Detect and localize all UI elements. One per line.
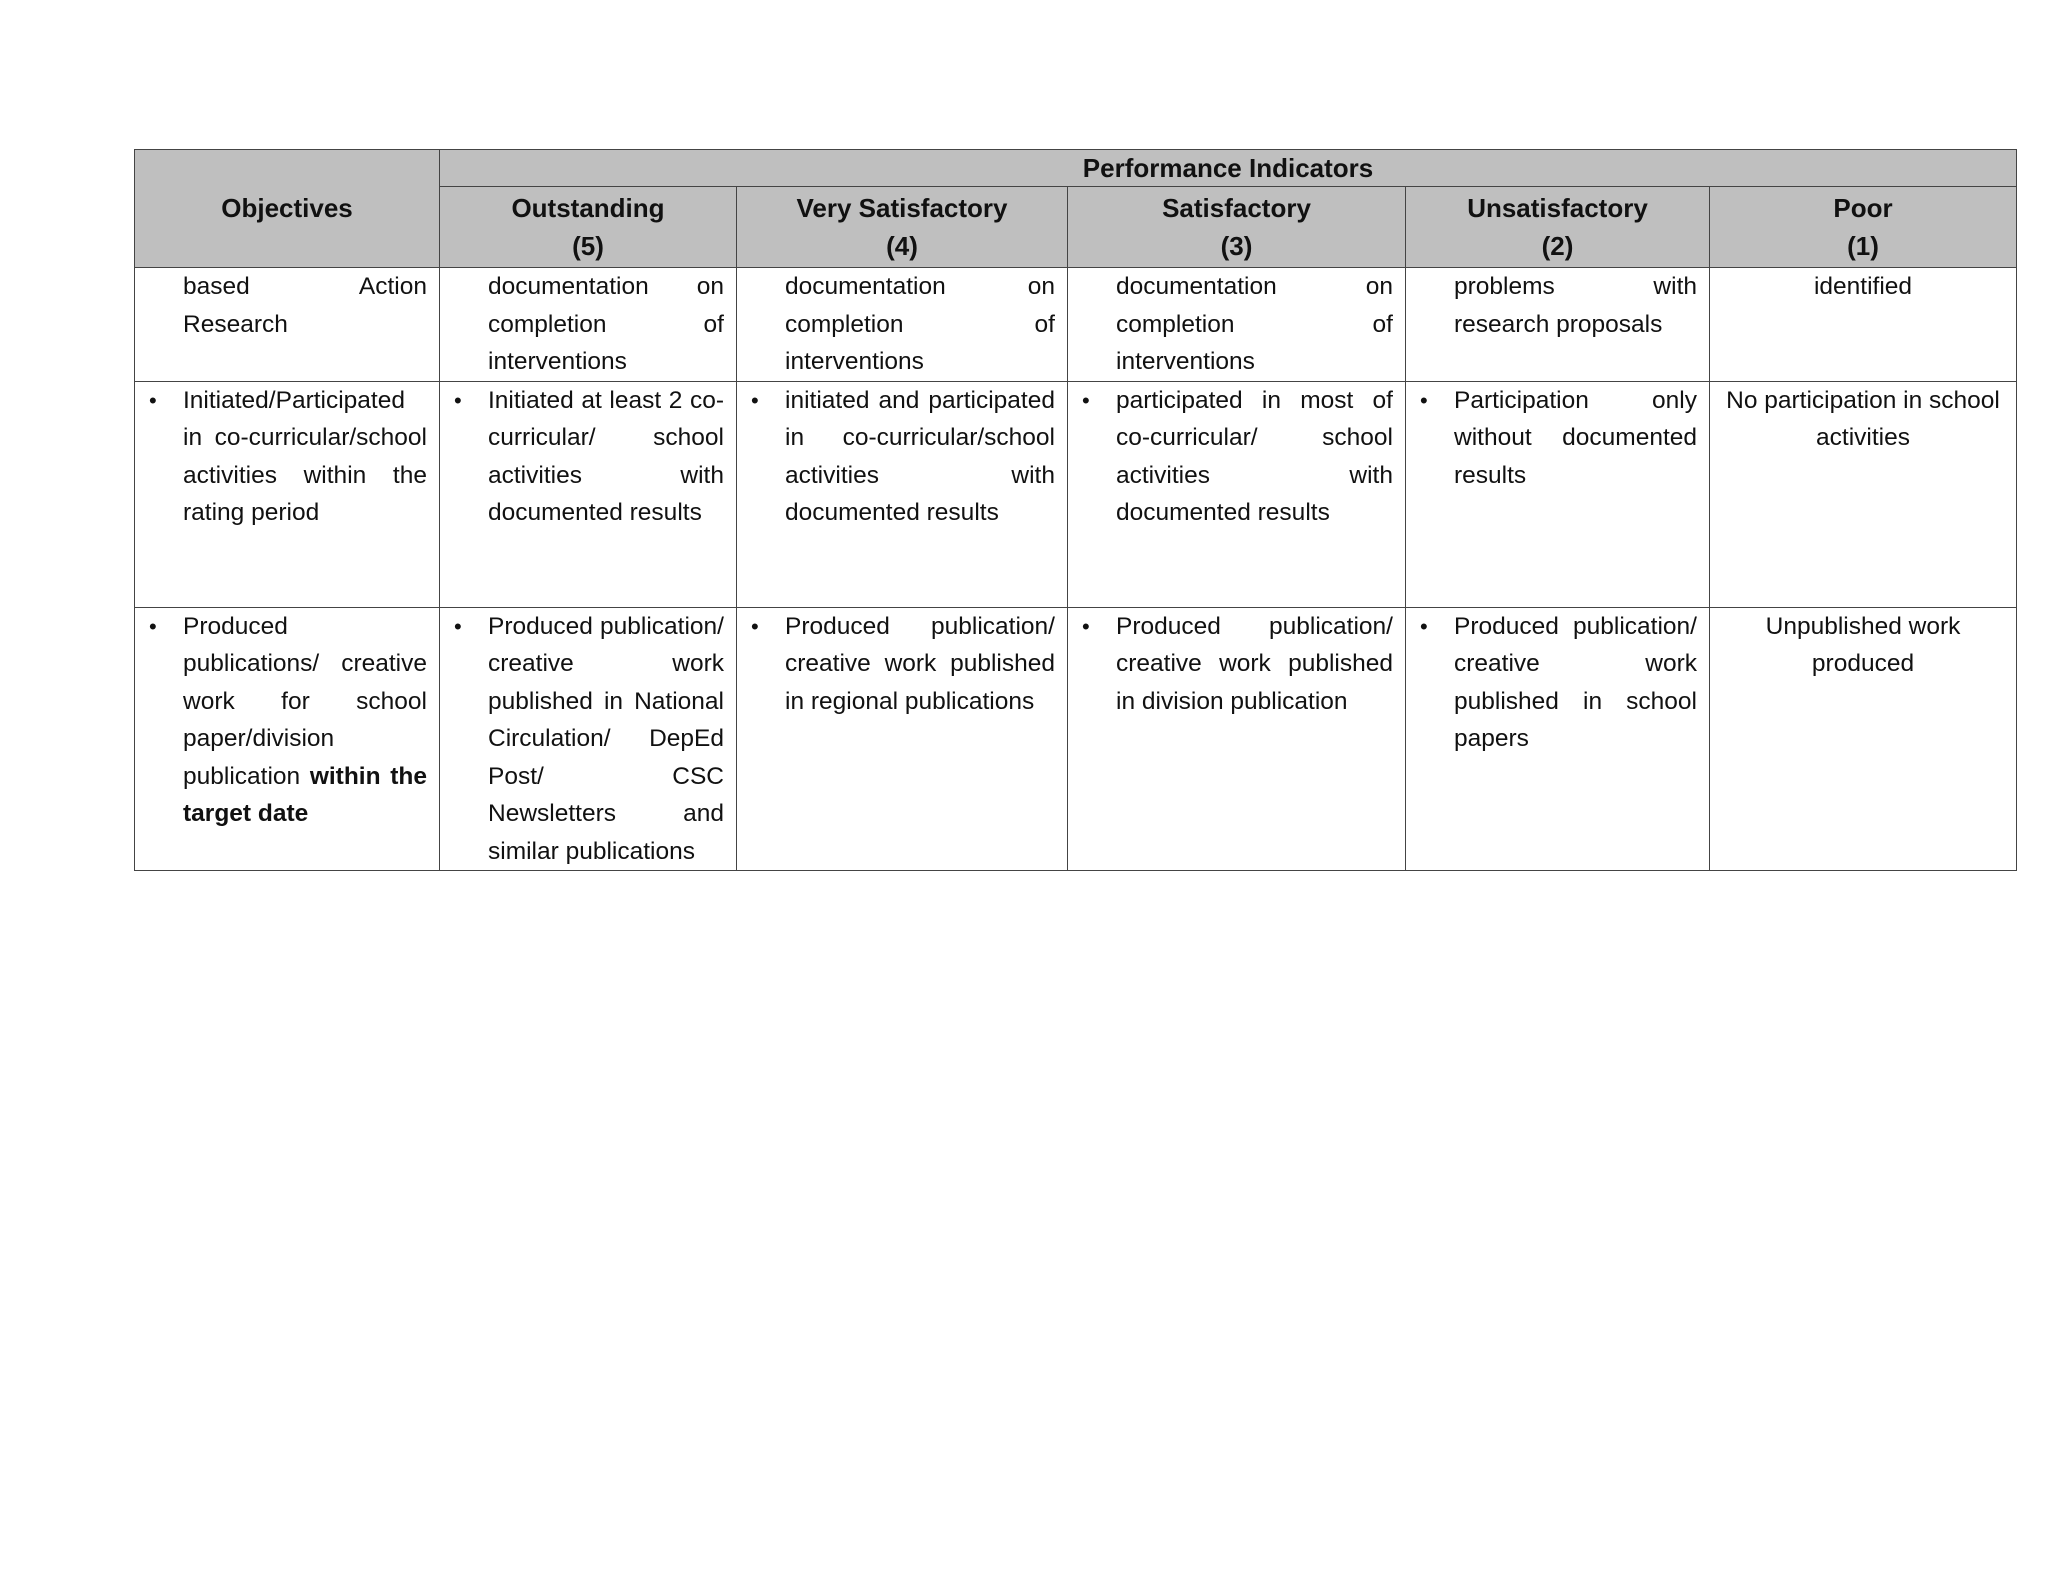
cell-text: problems with research proposals — [1454, 273, 1697, 338]
outstanding-cell — [440, 268, 737, 382]
poor-cell — [1710, 607, 2017, 871]
very-satisfactory-cell — [737, 381, 1068, 607]
bullet-item — [737, 608, 1067, 721]
very-satisfactory-cell — [737, 268, 1068, 382]
cell-text: initiated and participated in co-curricular/school activities with documented results — [785, 386, 1055, 526]
cell-text: documentation on completion of interventions — [488, 273, 724, 375]
cell-text: participated in most of co-curricular/ school activities with documented results — [1116, 386, 1393, 526]
cell-text: Initiated at least 2 co-curricular/ school activities with documented results — [488, 386, 724, 526]
bullet-item — [440, 608, 736, 871]
table-row — [135, 381, 2017, 607]
level-name: Outstanding — [511, 193, 665, 223]
outstanding-cell — [440, 607, 737, 871]
cell-text: Produced publication/ creative work published in regional publications — [785, 612, 1055, 715]
level-header-satisfactory — [1068, 187, 1406, 268]
level-score: (2) — [1541, 231, 1574, 261]
level-header-poor — [1710, 187, 2017, 268]
cell-text: Produced publication/ creative work published in division publication — [1116, 612, 1393, 715]
performance-indicators-header: Performance Indicators — [440, 150, 2017, 187]
outstanding-cell — [440, 381, 737, 607]
bullet-item — [440, 382, 736, 532]
bullet-icon: • — [149, 613, 157, 639]
objectives-header: Objectives — [135, 150, 440, 268]
objective-cell — [135, 268, 440, 382]
cell-text: Produced publication/ creative work published in school papers — [1454, 612, 1697, 752]
cell-text: Unpublished work produced — [1765, 612, 1961, 677]
bullet-item — [135, 608, 439, 833]
cell-text: documentation on completion of interventions — [785, 273, 1055, 375]
unsatisfactory-cell — [1406, 607, 1710, 871]
cell-text: No participation in school activities — [1726, 386, 2000, 451]
poor-cell — [1710, 381, 2017, 607]
bullet-icon: • — [751, 613, 759, 639]
bullet-icon: • — [454, 387, 462, 413]
cell-text: Produced publications/ creative work for school paper/division publication — [183, 612, 427, 790]
cell-text: documentation on completion of interventions — [1116, 273, 1393, 375]
level-name: Unsatisfactory — [1467, 193, 1648, 223]
bullet-item — [737, 382, 1067, 532]
satisfactory-cell — [1068, 607, 1406, 871]
level-header-unsatisfactory — [1406, 187, 1710, 268]
performance-rubric-table — [134, 149, 2017, 871]
very-satisfactory-cell — [737, 607, 1068, 871]
cell-text: Initiated/Participated in co-curricular/school activities within the rating period — [183, 386, 427, 526]
satisfactory-cell — [1068, 268, 1406, 382]
cell-text: Participation only without documented results — [1454, 386, 1697, 489]
bullet-item — [1406, 608, 1709, 758]
table-row — [135, 607, 2017, 871]
bullet-icon: • — [149, 387, 157, 413]
cell-text: identified — [1813, 273, 1913, 300]
bullet-icon: • — [1082, 613, 1090, 639]
poor-cell — [1710, 268, 2017, 382]
level-name: Very Satisfactory — [796, 193, 1008, 223]
cell-text: Produced publication/ creative work published in National Circulation/ DepEd Post/ CSC Newsletters and similar publications — [488, 612, 724, 865]
level-score: (3) — [1220, 231, 1253, 261]
unsatisfactory-cell — [1406, 381, 1710, 607]
level-score: (1) — [1847, 231, 1879, 261]
level-header-very-satisfactory — [737, 187, 1068, 268]
bullet-icon: • — [1082, 387, 1090, 413]
bullet-item — [1068, 608, 1405, 721]
header-row-top — [135, 150, 2017, 187]
level-score: (5) — [572, 231, 604, 261]
level-score: (4) — [886, 231, 918, 261]
bullet-item — [135, 382, 439, 532]
objective-cell — [135, 381, 440, 607]
level-header-outstanding — [440, 187, 737, 268]
bullet-item — [1406, 382, 1709, 495]
level-name: Satisfactory — [1162, 193, 1311, 223]
table-row — [135, 268, 2017, 382]
satisfactory-cell — [1068, 381, 1406, 607]
level-name: Poor — [1833, 193, 1893, 223]
cell-text: based Action Research — [183, 273, 427, 338]
objective-cell — [135, 607, 440, 871]
cell-text-bold: within the target date — [183, 762, 427, 827]
bullet-icon: • — [1420, 613, 1428, 639]
bullet-icon: • — [1420, 387, 1428, 413]
unsatisfactory-cell — [1406, 268, 1710, 382]
bullet-icon: • — [454, 613, 462, 639]
bullet-icon: • — [751, 387, 759, 413]
bullet-item — [1068, 382, 1405, 532]
